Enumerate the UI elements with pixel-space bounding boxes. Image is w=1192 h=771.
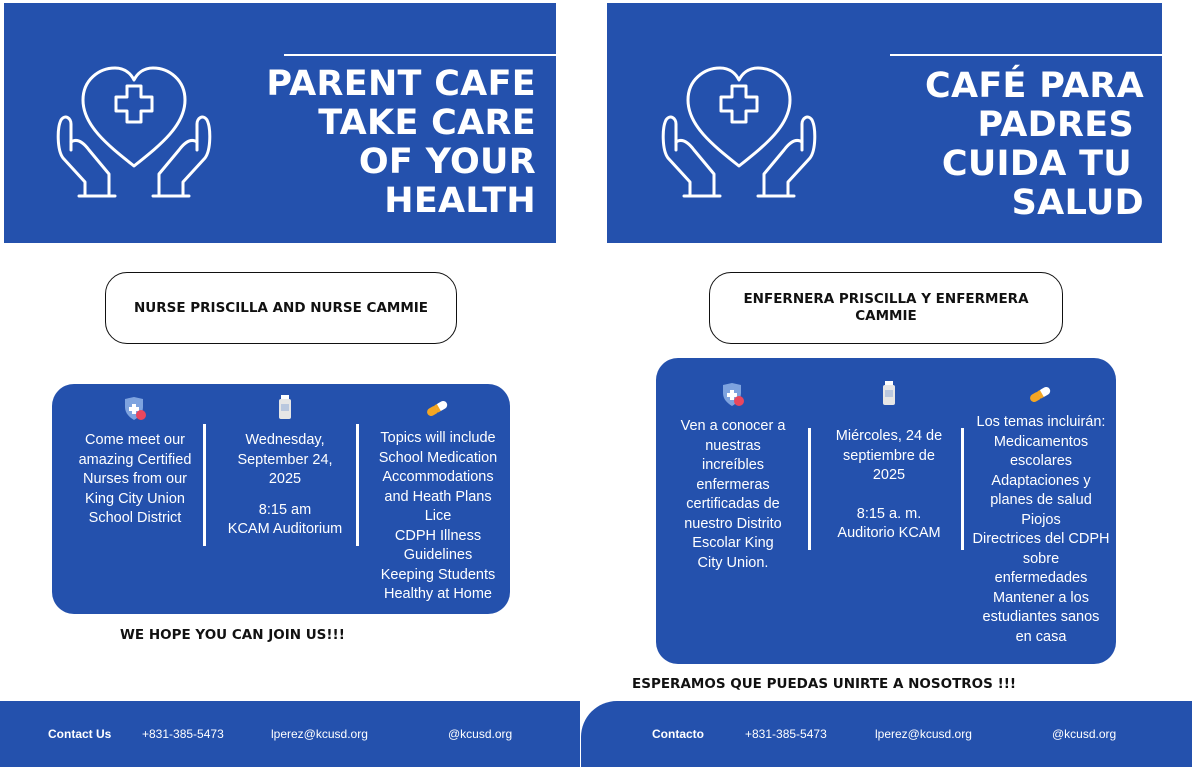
phone-number: +831-385-5473	[745, 727, 827, 741]
title-line: CUIDA TU	[941, 144, 1132, 184]
english-flyer	[0, 0, 586, 771]
email-address: lperez@kcusd.org	[271, 727, 368, 741]
topic-line: planes de salud	[990, 492, 1092, 508]
topic-line: Accommodations	[382, 469, 494, 485]
pill-capsule-icon	[424, 398, 452, 418]
topic-line: Los temas incluirán:	[976, 414, 1106, 430]
topic-line: Directrices del CDPH	[972, 531, 1110, 547]
presenters-badge: NURSE PRISCILLA AND NURSE CAMMIE	[105, 272, 457, 344]
event-time: 8:15 a. m.	[856, 505, 922, 522]
header-divider-line	[890, 54, 1162, 56]
topic-line: Keeping Students	[380, 566, 496, 583]
about-text: Come meet our amazing Certified Nurses from our King City Union School District	[78, 432, 192, 526]
header-divider-line	[284, 54, 556, 56]
topic-line: Medicamentos	[993, 433, 1089, 450]
topic-line: Guidelines	[403, 547, 473, 563]
topics-column	[966, 358, 1116, 647]
title-line: OF YOUR	[358, 142, 536, 182]
event-time: 8:15 am	[258, 501, 312, 518]
title-line: CAFÉ PARA	[924, 66, 1144, 106]
website-handle: @kcusd.org	[1052, 727, 1117, 741]
title-line: HEALTH	[384, 181, 536, 221]
event-info-panel	[656, 358, 1116, 664]
email-address: lperez@kcusd.org	[875, 727, 972, 741]
event-location: KCAM Auditorium	[227, 521, 343, 537]
topic-line: en casa	[1015, 628, 1067, 645]
about-column	[70, 384, 200, 529]
column-divider	[808, 428, 811, 550]
contact-label: Contacto	[652, 727, 704, 741]
topic-line: Topics will include	[380, 430, 496, 446]
topic-line: and Heath Plans	[384, 488, 492, 505]
event-date: Wednesday, September 24, 2025	[237, 432, 333, 487]
event-date: Miércoles, 24 de septiembre de 2025	[835, 428, 943, 483]
topic-line: estudiantes sanos	[982, 609, 1100, 625]
spanish-flyer	[604, 0, 1190, 771]
topic-line: sobre	[1022, 550, 1060, 567]
about-text: Ven a conocer a nuestras increíbles enfermeras certificadas de nuestro Distrito Escolar King City Union.	[680, 418, 786, 571]
header-banner	[607, 3, 1162, 243]
shield-plus-icon	[121, 396, 149, 422]
website-handle: @kcusd.org	[448, 727, 513, 741]
title-line: TAKE CARE	[318, 103, 536, 143]
topics-column	[366, 384, 510, 605]
event-location: Auditorio KCAM	[837, 525, 941, 541]
medicine-bottle-icon	[275, 394, 295, 420]
topics-list	[366, 429, 510, 605]
presenters-badge: ENFERNERA PRISCILLA Y ENFERMERA CAMMIE	[709, 272, 1063, 344]
event-title	[236, 65, 536, 221]
date-time-column	[222, 384, 348, 540]
heart-hands-cross-icon	[49, 58, 219, 208]
title-line: PARENT CAFE	[266, 64, 536, 104]
topic-line: Lice	[424, 508, 452, 524]
topic-line: School Medication	[378, 449, 498, 466]
medicine-bottle-icon	[879, 380, 899, 406]
closing-message: WE HOPE YOU CAN JOIN US!!!	[120, 627, 345, 643]
shield-plus-icon	[719, 382, 747, 408]
event-info-panel	[52, 384, 510, 614]
column-divider	[203, 424, 206, 546]
topic-line: enfermedades	[994, 570, 1088, 586]
phone-number: +831-385-5473	[142, 727, 224, 741]
topic-line: Piojos	[1021, 511, 1061, 528]
date-time-column	[834, 358, 944, 544]
topic-line: escolares	[1009, 453, 1073, 469]
closing-message: ESPERAMOS QUE PUEDAS UNIRTE A NOSOTROS !!!	[632, 676, 1017, 692]
topic-line: Mantener a los	[993, 589, 1089, 606]
topic-line: Adaptaciones y	[991, 472, 1091, 489]
header-banner	[4, 3, 556, 243]
title-line: PADRES	[977, 105, 1134, 145]
contact-label: Contact Us	[48, 727, 112, 741]
about-column	[678, 358, 788, 573]
event-title	[844, 67, 1144, 223]
title-line: SALUD	[1011, 183, 1144, 223]
topic-line: Healthy at Home	[384, 586, 492, 602]
topics-list	[966, 413, 1116, 647]
column-divider	[961, 428, 964, 550]
topic-line: CDPH Illness	[394, 527, 482, 544]
contact-footer	[0, 701, 580, 767]
column-divider	[356, 424, 359, 546]
pill-capsule-icon	[1027, 384, 1055, 404]
contact-footer	[581, 701, 1192, 767]
heart-hands-cross-icon	[654, 58, 824, 208]
